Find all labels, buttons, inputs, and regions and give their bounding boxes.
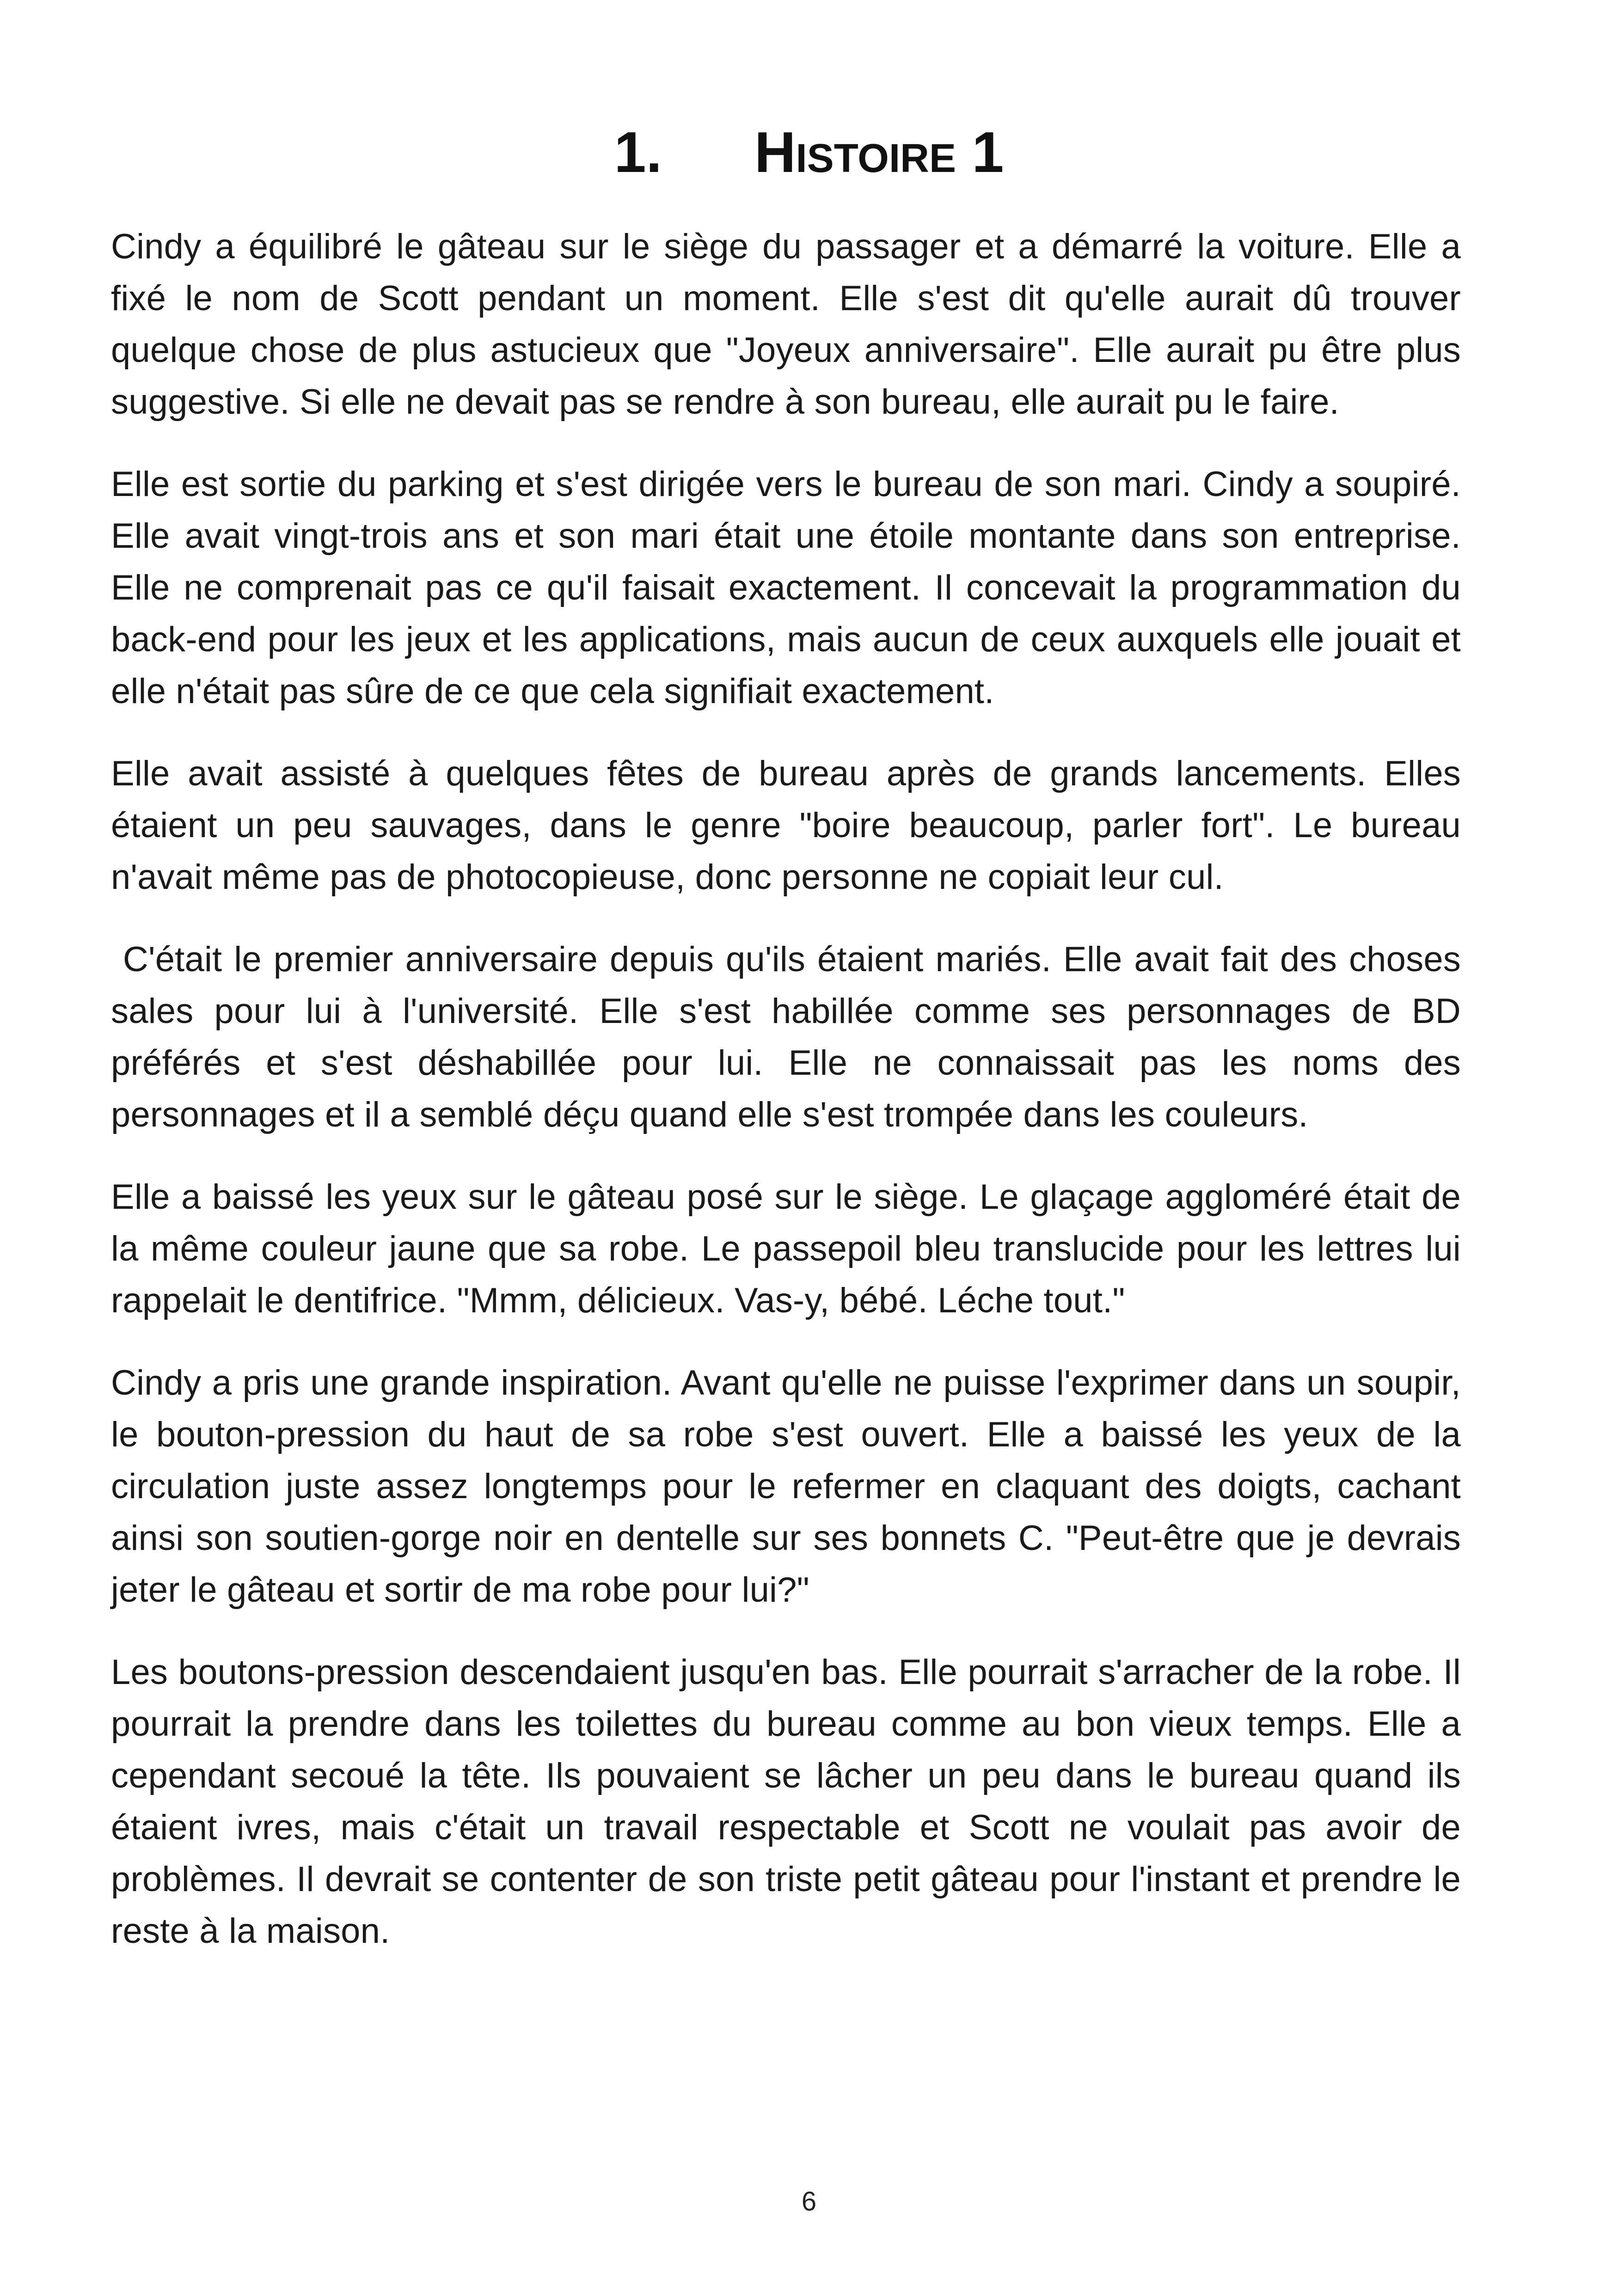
chapter-title: Histoire 1 [754,121,1004,184]
chapter-heading [0,118,1618,187]
body-text [111,221,1471,1988]
paragraph-5: Elle a baissé les yeux sur le gâteau posé sur le siège. Le glaçage aggloméré était de la même couleur jaune que sa robe. Le passepoil bleu translucide pour les lettres lui rappelait le dentifrice. "Mmm, délicieux. Vas-y, bébé. Léche tout." [111,1177,1461,1320]
paragraph-1: Cindy a équilibré le gâteau sur le siège du passager et a démarré la voiture. Elle a fixé le nom de Scott pendant un moment. Elle s'est dit qu'elle aurait dû trouver quelque chose de plus astucieux que "Joyeux anniversaire". Elle aurait pu être plus suggestive. Si elle ne devait pas se rendre à son bureau, elle aurait pu le faire. [111,227,1461,422]
paragraph-2: Elle est sortie du parking et s'est dirigée vers le bureau de son mari. Cindy a soupiré. Elle avait vingt-trois ans et son mari était une étoile montante dans son entreprise. Elle ne comprenait pas ce qu'il faisait exactement. Il concevait la programmation du back-end pour les jeux et les applications, mais aucun de ceux auxquels elle jouait et elle n'était pas sûre de ce que cela signifiait exactement. [111,465,1461,711]
paragraph-7: Les boutons-pression descendaient jusqu'en bas. Elle pourrait s'arracher de la robe. Il pourrait la prendre dans les toilettes du bureau comme au bon vieux temps. Elle a cependant secoué la tête. Ils pouvaient se lâcher un peu dans le bureau quand ils étaient ivres, mais c'était un travail respectable et Scott ne voulait pas avoir de problèmes. Il devrait se contenter de son triste petit gâteau pour l'instant et prendre le reste à la maison. [111,1653,1461,1951]
chapter-number: 1. [614,121,662,184]
paragraph-6: Cindy a pris une grande inspiration. Avant qu'elle ne puisse l'exprimer dans un soupir, le bouton-pression du haut de sa robe s'est ouvert. Elle a baissé les yeux de la circulation juste assez longtemps pour le refermer en claquant des doigts, cachant ainsi son soutien-gorge noir en dentelle sur ses bonnets C. "Peut-être que je devrais jeter le gâteau et sortir de ma robe pour lui?" [111,1363,1461,1610]
paragraph-4: C'était le premier anniversaire depuis qu'ils étaient mariés. Elle avait fait des choses sales pour lui à l'université. Elle s'est habillée comme ses personnages de BD préférés et s'est déshabillée pour lui. Elle ne connaissait pas les noms des personnages et il a semblé déçu quand elle s'est trompée dans les couleurs. [111,940,1471,1134]
page-number: 6 [801,2186,817,2216]
paragraph-3: Elle avait assisté à quelques fêtes de bureau après de grands lancements. Elles étaient un peu sauvages, dans le genre "boire beaucoup, parler fort". Le bureau n'avait même pas de photocopieuse, donc personne ne copiait leur cul. [111,754,1461,897]
